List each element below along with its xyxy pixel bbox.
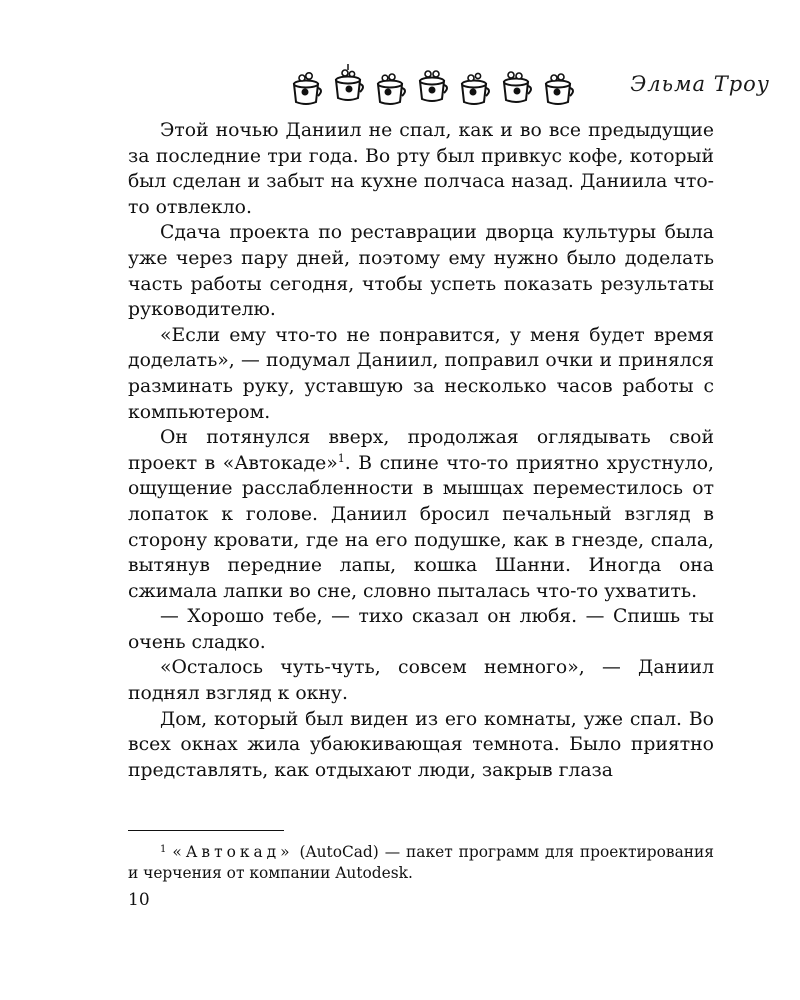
page-number: 10: [128, 890, 150, 910]
cup-icon: [500, 64, 532, 104]
footnote-number: 1: [160, 844, 167, 855]
footnote-reference[interactable]: 1: [337, 451, 345, 465]
paragraph: [128, 425, 714, 604]
paragraph-text: . В спине что-то приятно хрустнуло, ощущение расслабленности в мышцах переместилось от лопаток к голове. Даниил бросил печальный взгляд в сторону кровати, где на его подушке, как в гнезде, спала, вытянув передние лапы, кошка Шанни. Иногда она сжимала лапки во сне, словно пыталась что-то ухватить.: [128, 452, 714, 602]
running-head-author: Эльма Троу: [630, 72, 770, 96]
paragraph: «Осталось чуть-чуть, совсем немного», — Даниил поднял взгляд к окну.: [128, 657, 714, 705]
paragraph: Этой ночью Даниил не спал, как и во все предыдущие за последние три года. Во рту был привкус кофе, который был сделан и забыт на кухне полчаса назад. Даниила что-то отвлекло.: [128, 120, 714, 218]
cup-ornament: [290, 60, 590, 104]
paragraph: «Если ему что-то не понравится, у меня будет время доделать», — подумал Даниил, поправил очки и принялся разминать руку, уставшую за несколько часов работы с компьютером.: [128, 324, 714, 423]
footnote-divider: [128, 830, 284, 831]
cup-icon: [458, 66, 490, 106]
cup-icon: [332, 62, 364, 102]
dialogue-line: — Хорошо тебе, — тихо сказал он любя. — Спишь ты очень сладко.: [128, 606, 714, 653]
cup-icon: [374, 66, 406, 106]
main-text: [128, 118, 714, 783]
footnote: [128, 842, 714, 884]
paragraph: Дом, который был виден из его комнаты, уже спал. Во всех окнах жила убаюкивающая темнота. Было приятно представлять, как отдыхают люди, закрыв глаза: [128, 708, 714, 781]
footnote-term: «Автокад»: [172, 843, 294, 861]
cup-icon: [416, 63, 448, 103]
paragraph-text: Он потянулся вверх, продолжая оглядывать свой проект в «Автокаде»: [128, 427, 714, 474]
page-header: [0, 58, 800, 106]
footnote-text: (AutoCad) — пакет программ для проектирования и черчения от компании Autodesk.: [128, 843, 714, 882]
cup-icon: [542, 66, 574, 106]
cup-icon: [290, 66, 322, 106]
paragraph: Сдача проекта по реставрации дворца культуры была уже через пару дней, поэтому ему нужно было доделать часть работы сегодня, чтобы успеть показать результаты руководителю.: [128, 222, 714, 321]
